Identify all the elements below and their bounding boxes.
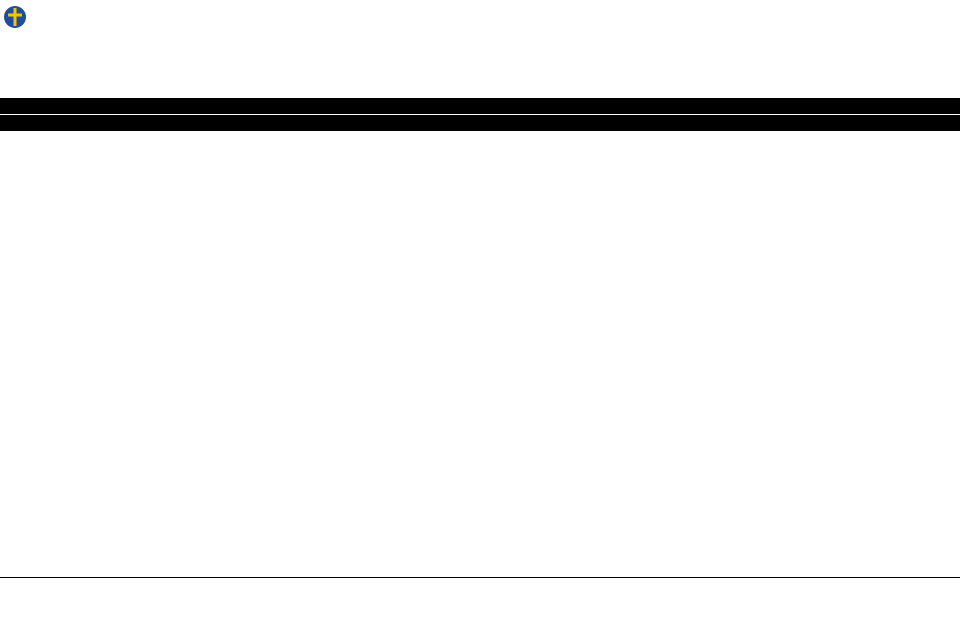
footer-divider: [0, 577, 960, 578]
column-header-bar: [0, 115, 960, 131]
beast-logo: [2, 2, 88, 44]
section-title-bar: [0, 98, 960, 114]
